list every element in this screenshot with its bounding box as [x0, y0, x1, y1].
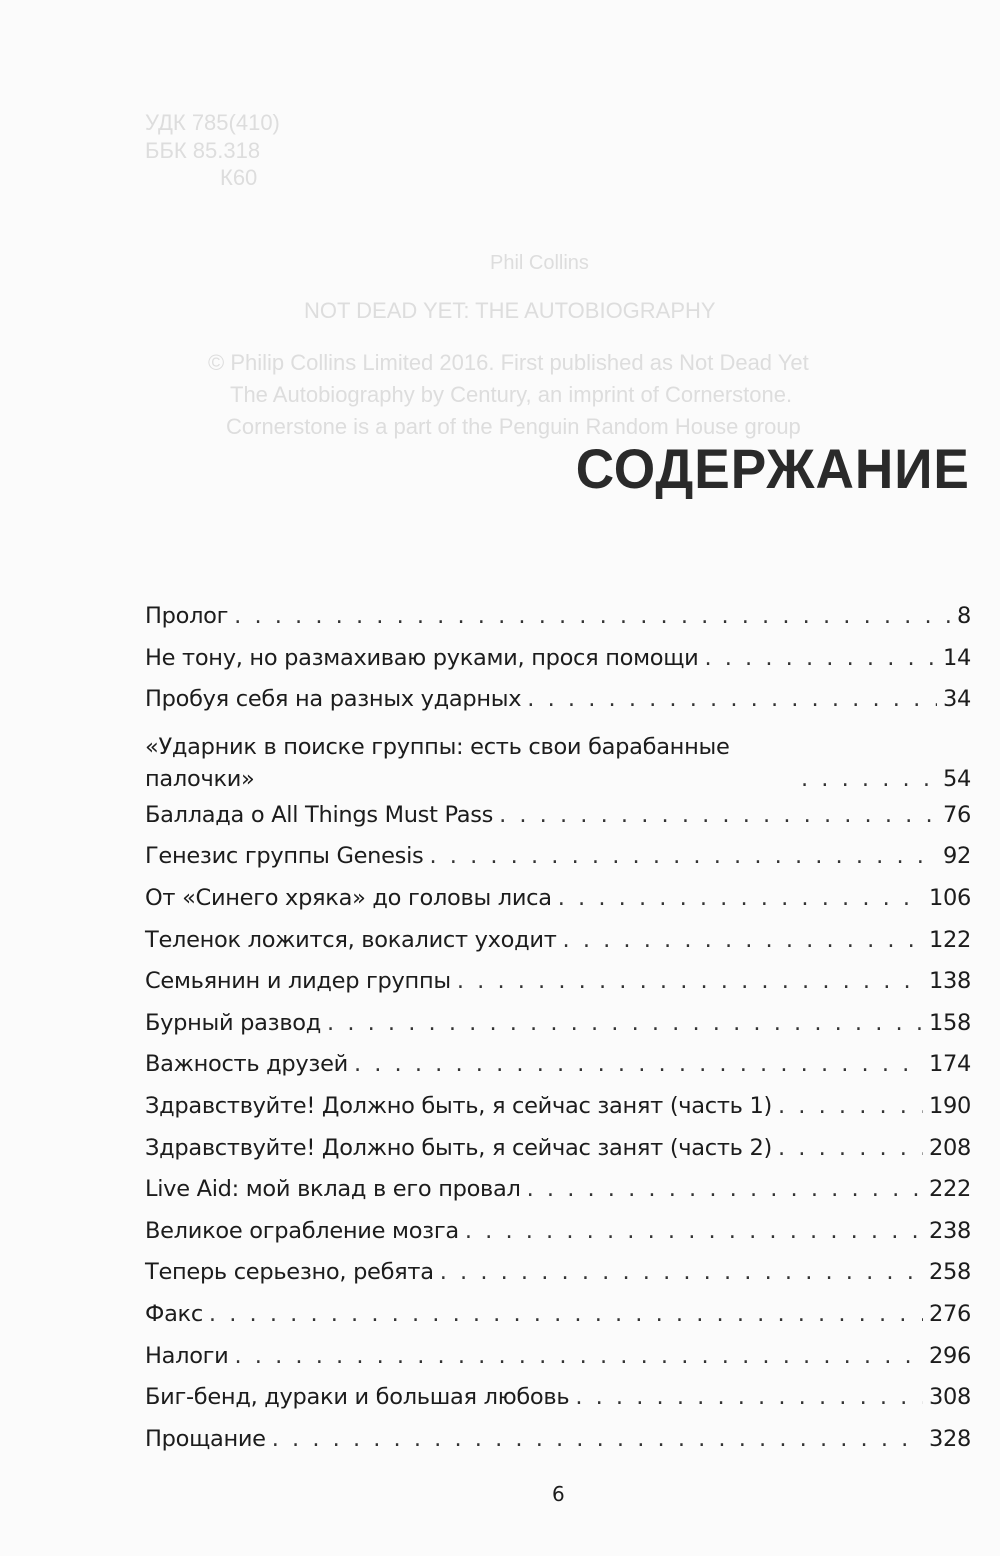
dot-leader	[327, 1003, 923, 1045]
dot-leader	[778, 1086, 923, 1128]
toc-entry-page: 14	[937, 638, 971, 680]
toc-entry-title: Важность друзей	[145, 1044, 354, 1086]
dot-leader	[499, 795, 937, 837]
dot-leader	[778, 1128, 923, 1170]
dot-leader	[563, 920, 923, 962]
toc-entry	[145, 1377, 971, 1419]
toc-entry	[145, 836, 971, 878]
toc-entry-title: Генезис группы Genesis	[145, 836, 429, 878]
bleed-copyright-2: The Autobiography by Century, an imprint of Cornerstone.	[230, 382, 793, 407]
toc-entry-page: 158	[923, 1003, 971, 1045]
toc-entry	[145, 679, 971, 721]
dot-leader	[235, 1336, 923, 1378]
toc-entry	[145, 795, 971, 837]
dot-leader	[465, 1211, 923, 1253]
bleed-copyright-1: © Philip Collins Limited 2016. First published as Not Dead Yet	[208, 350, 809, 375]
toc-entry	[145, 1044, 971, 1086]
dot-leader	[354, 1044, 923, 1086]
toc-entry	[145, 1419, 971, 1461]
toc-entry-title: Бурный развод	[145, 1003, 327, 1045]
toc-entry-page: 328	[923, 1419, 971, 1461]
dot-leader	[440, 1252, 923, 1294]
toc-entry-page: 174	[923, 1044, 971, 1086]
page-number: 6	[552, 1482, 565, 1506]
toc-entry-title: Пролог	[145, 596, 234, 638]
toc-entry	[145, 1003, 971, 1045]
dot-leader	[704, 638, 937, 680]
bleed-udk: УДК 785(410)	[145, 110, 280, 135]
toc-entry-page: 76	[937, 795, 971, 837]
dot-leader	[801, 763, 937, 795]
toc-entry-title: Теленок ложится, вокалист уходит	[145, 920, 563, 962]
toc-entry-page: 222	[923, 1169, 971, 1211]
toc-entry	[145, 1128, 971, 1170]
bleed-author: Phil Collins	[490, 252, 589, 274]
toc-entry-title: Прощание	[145, 1419, 272, 1461]
toc-entry-title: Факс	[145, 1294, 209, 1336]
page-title: СОДЕРЖАНИЕ	[575, 437, 970, 500]
toc-entry-page: 208	[923, 1128, 971, 1170]
toc-entry	[145, 1211, 971, 1253]
dot-leader	[272, 1419, 923, 1461]
toc-entry-page: 276	[923, 1294, 971, 1336]
toc-entry-title: Баллада о All Things Must Pass	[145, 795, 499, 837]
toc-entry-page: 238	[923, 1211, 971, 1253]
toc-entry	[145, 1169, 971, 1211]
dot-leader	[527, 679, 937, 721]
dot-leader	[209, 1294, 923, 1336]
toc-entry-page: 190	[923, 1086, 971, 1128]
toc-entry	[145, 721, 971, 795]
toc-entry-title: Пробуя себя на разных ударных	[145, 679, 527, 721]
toc-entry-title: Семьянин и лидер группы	[145, 961, 457, 1003]
toc-entry	[145, 1086, 971, 1128]
table-of-contents	[145, 596, 971, 1460]
bleed-copyright-3: Cornerstone is a part of the Penguin Random House group	[226, 414, 801, 439]
toc-entry	[145, 1294, 971, 1336]
toc-entry-page: 92	[937, 836, 971, 878]
toc-entry	[145, 1336, 971, 1378]
dot-leader	[429, 836, 937, 878]
dot-leader	[527, 1169, 923, 1211]
toc-entry-title: Не тону, но размахиваю руками, прося помощи	[145, 638, 704, 680]
dot-leader	[575, 1377, 923, 1419]
bleed-bbk: ББК 85.318	[145, 138, 261, 163]
toc-entry-title: Биг-бенд, дураки и большая любовь	[145, 1377, 575, 1419]
toc-entry-title: Теперь серьезно, ребята	[145, 1252, 440, 1294]
toc-entry	[145, 878, 971, 920]
toc-entry-title: Здравствуйте! Должно быть, я сейчас занят (часть 2)	[145, 1128, 778, 1170]
toc-entry-title: Налоги	[145, 1336, 235, 1378]
toc-entry-title: «Ударник в поиске группы: есть свои барабанные палочки»	[145, 731, 801, 795]
toc-entry-page: 8	[951, 596, 971, 638]
toc-entry-page: 34	[937, 679, 971, 721]
toc-entry-title: Live Aid: мой вклад в его провал	[145, 1169, 527, 1211]
toc-entry-page: 308	[923, 1377, 971, 1419]
toc-entry	[145, 596, 971, 638]
toc-entry-page: 122	[923, 920, 971, 962]
toc-entry-title: Здравствуйте! Должно быть, я сейчас занят (часть 1)	[145, 1086, 778, 1128]
toc-entry-page: 54	[937, 763, 971, 795]
toc-entry-page: 258	[923, 1252, 971, 1294]
toc-entry-page: 138	[923, 961, 971, 1003]
toc-entry-page: 106	[923, 878, 971, 920]
toc-entry	[145, 1252, 971, 1294]
dot-leader	[234, 596, 951, 638]
dot-leader	[457, 961, 923, 1003]
dot-leader	[558, 878, 923, 920]
toc-entry-title: От «Синего хряка» до головы лиса	[145, 878, 558, 920]
bleed-book: NOT DEAD YET: THE AUTOBIOGRAPHY	[304, 298, 716, 323]
toc-entry-title: Великое ограбление мозга	[145, 1211, 465, 1253]
toc-entry	[145, 920, 971, 962]
toc-entry-page: 296	[923, 1336, 971, 1378]
toc-entry	[145, 961, 971, 1003]
toc-entry	[145, 638, 971, 680]
bleed-k60: К60	[220, 165, 258, 190]
